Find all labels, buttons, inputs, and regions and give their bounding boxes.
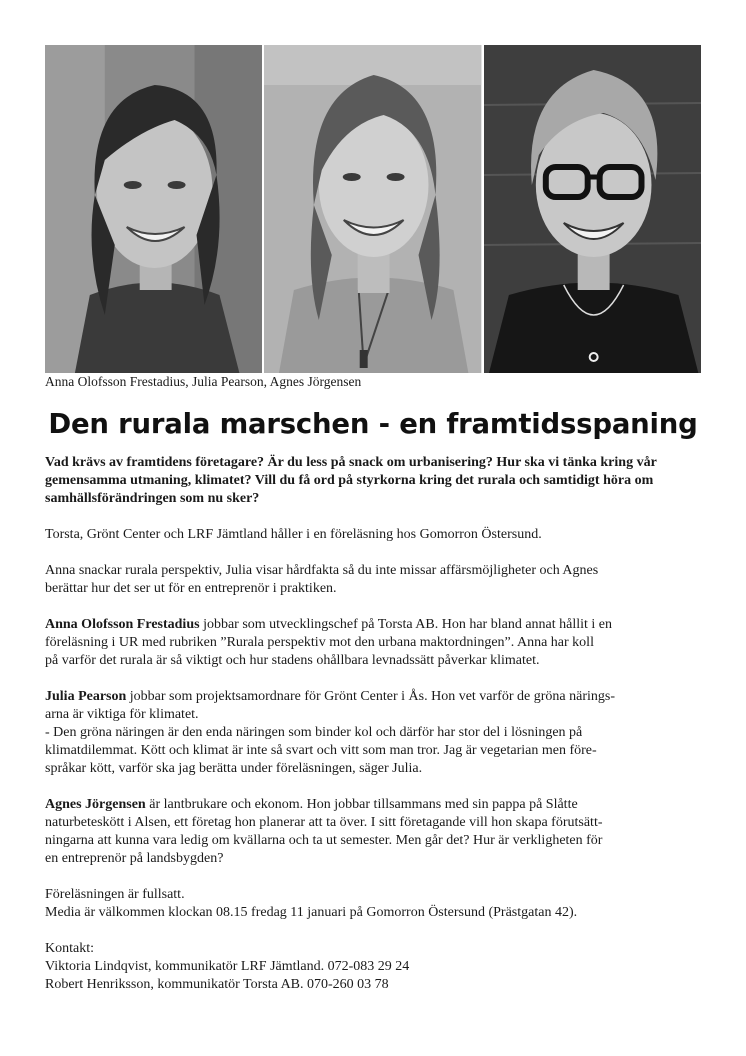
agnes-first-line-text: är lantbrukare och ekonom. Hon jobbar tillsammans med sin pappa på Slåtte [145,797,578,812]
julia-line: klimatdilemmat. Kött och klimat är inte så svart och vitt som man tror. Jag är vegetarian men före- [45,743,597,758]
portrait-photo-strip [45,45,701,373]
agnes-line: ningarna att kunna vara ledig om kvällarna och ta ut semester. Men går det? Hur är verkligheten för [45,833,603,848]
portrait-photo-agnes [484,45,701,373]
portrait-photo-anna [45,45,262,373]
lead-line: samhällsförändringen som nu sker? [45,491,260,506]
agnes-name: Agnes Jörgensen [45,797,146,812]
summary-line: berättar hur det ser ut för en entreprenör i praktiken. [45,581,337,596]
portrait-agnes-image [484,45,701,373]
anna-line: föreläsning i UR med rubriken ”Rurala perspektiv mot den urbana maktordningen”. Anna har koll [45,635,594,650]
intro-paragraph [45,526,705,544]
event-info-line: Föreläsningen är fullsatt. [45,887,185,902]
agnes-line: en entreprenör på landsbygden? [45,851,224,866]
agnes-first-line [45,796,705,814]
event-info [45,886,705,922]
article-headline: Den rurala marschen - en framtidsspaning [48,408,698,440]
julia-line: arna är viktiga för klimatet. [45,707,199,722]
anna-first-line-text: jobbar som utvecklingschef på Torsta AB. Hon har bland annat hållit i en [199,617,613,632]
anna-line: på varför det rurala är så viktigt och hur stadens ohållbara levnadssätt påverkar klimatet. [45,653,540,668]
julia-line: - Den gröna näringen är den enda näringen som binder kol och därför har stor del i lösningen på [45,725,583,740]
julia-paragraph [45,688,705,778]
julia-name: Julia Pearson [45,689,127,704]
portrait-anna-image [45,45,262,373]
contact-line: Robert Henriksson, kommunikatör Torsta AB. 070-260 03 78 [45,977,389,992]
julia-first-line-text: jobbar som projektsamordnare för Grönt Center i Ås. Hon vet varför de gröna närings- [126,689,615,704]
contact-heading: Kontakt: [45,941,94,956]
lead-line: gemensamma utmaning, klimatet? Vill du få ord på styrkorna kring det rurala och samtidigt höra om [45,473,654,488]
lead-line: Vad krävs av framtidens företagare? Är du less på snack om urbanisering? Hur ska vi tänka kring vår [45,455,657,470]
contact-info [45,940,705,994]
event-info-line: Media är välkommen klockan 08.15 fredag 11 januari på Gomorron Östersund (Prästgatan 42). [45,905,578,920]
photo-caption: Anna Olofsson Frestadius, Julia Pearson, Agnes Jörgensen [45,374,362,389]
article-body [45,454,705,1012]
summary-line: Anna snackar rurala perspektiv, Julia visar hårdfakta så du inte missar affärsmöjligheter och Agnes [45,563,599,578]
portrait-julia-image [264,45,481,373]
contact-line: Viktoria Lindqvist, kommunikatör LRF Jämtland. 072-083 29 24 [45,959,410,974]
summary-paragraph [45,562,705,598]
anna-paragraph [45,616,705,670]
julia-line: språkar kött, varför ska jag berätta under föreläsningen, säger Julia. [45,761,423,776]
anna-name: Anna Olofsson Frestadius [45,617,200,632]
julia-first-line [45,688,705,706]
anna-first-line [45,616,705,634]
portrait-photo-julia [264,45,481,373]
agnes-paragraph [45,796,705,868]
lead-paragraph [45,454,705,508]
agnes-line: naturbeteskött i Alsen, ett företag hon planerar att ta över. I sitt företagande vill hon skapa förutsätt- [45,815,603,830]
intro-line: Torsta, Grönt Center och LRF Jämtland håller i en föreläsning hos Gomorron Östersund. [45,527,542,542]
